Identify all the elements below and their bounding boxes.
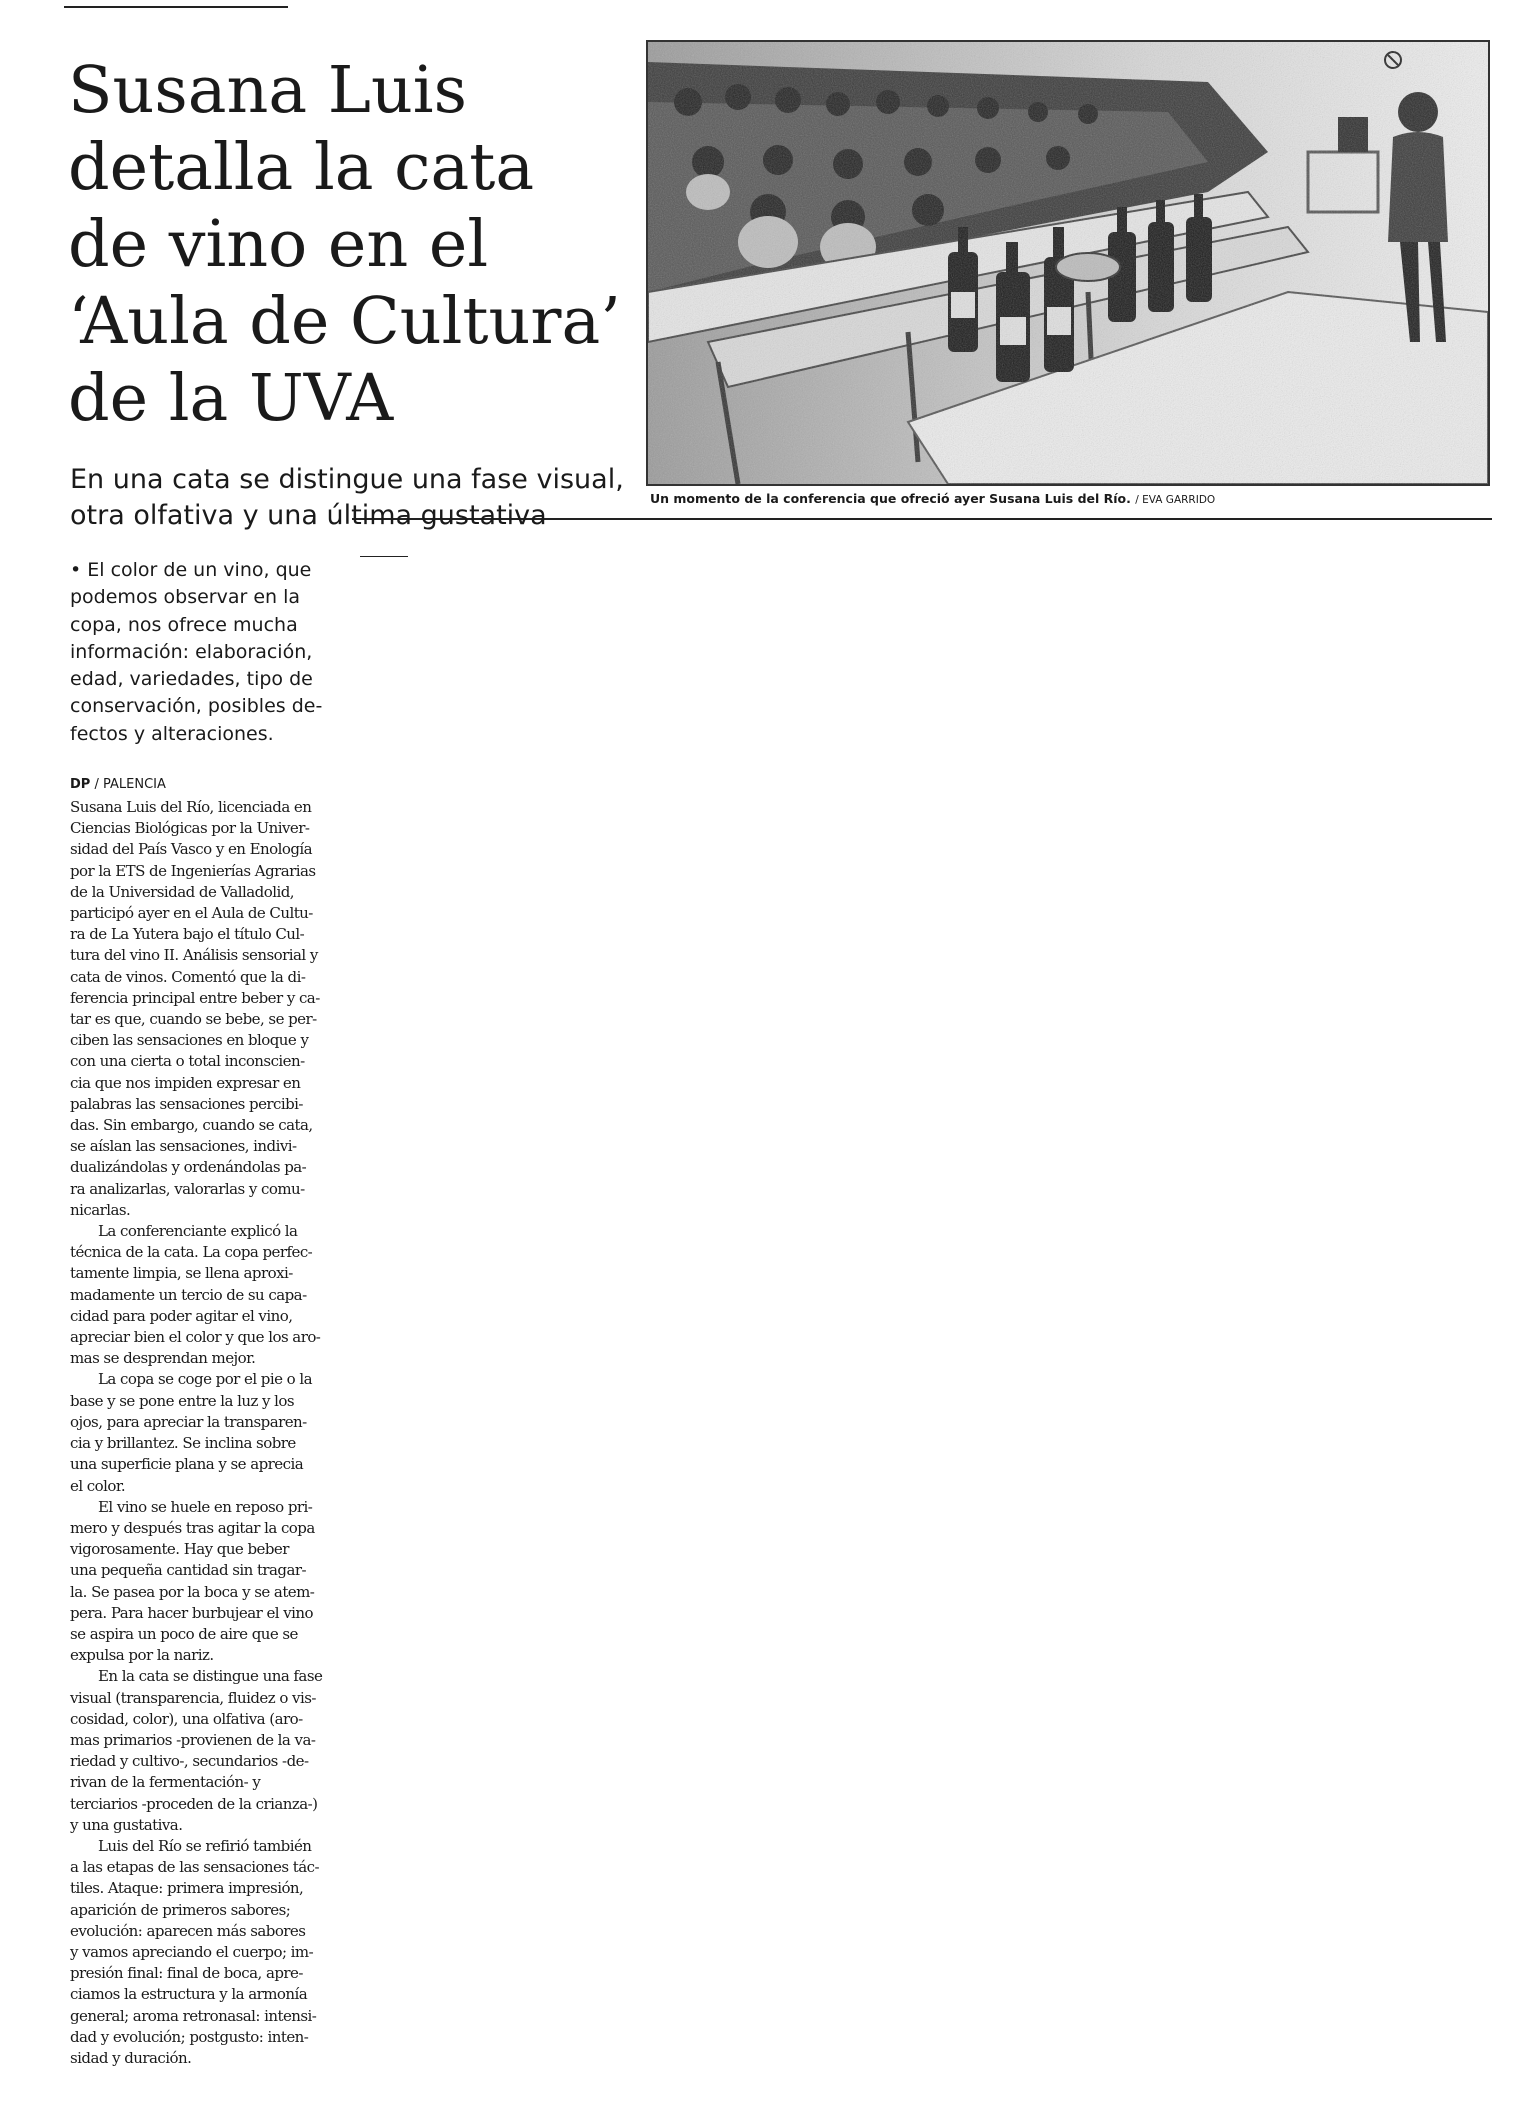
body-line: ciben las sensaciones en bloque y	[70, 1031, 309, 1050]
headline-line: de la UVA	[68, 361, 394, 436]
body-line: palabras las sensaciones percibi-	[70, 1094, 303, 1113]
body-line: tiles. Ataque: primera impresión,	[70, 1879, 304, 1898]
body-line: En la cata se distingue una fase	[98, 1667, 323, 1686]
headline-line: ‘Aula de Cultura’	[68, 284, 621, 359]
body-line: cosidad, color), una olfativa (aro-	[70, 1709, 303, 1728]
body-line: Luis del Río se refirió también	[98, 1836, 312, 1855]
headline-line: detalla la cata	[68, 130, 535, 205]
top-rule	[64, 6, 288, 8]
dateline-agency: DP	[70, 777, 91, 792]
body-line: ferencia principal entre beber y ca-	[70, 988, 320, 1007]
body-line: una pequeña cantidad sin tragar-	[70, 1561, 307, 1580]
body-line: a las etapas de las sensaciones tác-	[70, 1858, 319, 1877]
body-line: dualizándolas y ordenándolas pa-	[70, 1158, 307, 1177]
body-line: sidad del País Vasco y en Enología	[70, 840, 313, 859]
body-line: rivan de la fermentación- y	[70, 1773, 261, 1792]
body-line: terciarios -proceden de la crianza-)	[70, 1794, 318, 1813]
body-line: cata de vinos. Comentó que la di-	[70, 967, 306, 986]
body-line: ojos, para apreciar la transparen-	[70, 1412, 307, 1431]
body-line: nicarlas.	[70, 1200, 131, 1219]
highlight-line: • El color de un vino, que	[70, 559, 312, 581]
body-line: tamente limpia, se llena aproxi-	[70, 1264, 293, 1283]
body-line: mas se desprendan mejor.	[70, 1349, 256, 1368]
body-line: tar es que, cuando se bebe, se per-	[70, 1010, 317, 1029]
body-line: cia y brillantez. Se inclina sobre	[70, 1434, 296, 1453]
body-line: das. Sin embargo, cuando se cata,	[70, 1116, 313, 1135]
body-line: ciamos la estructura y la armonía	[70, 1985, 308, 2004]
highlight-line: copa, nos ofrece mucha	[70, 613, 298, 636]
headline	[68, 52, 628, 437]
body-line: con una cierta o total inconscien-	[70, 1052, 305, 1071]
body-line: cidad para poder agitar el vino,	[70, 1306, 293, 1325]
subheadline	[70, 462, 630, 534]
body-line: visual (transparencia, fluidez o vis-	[70, 1688, 316, 1707]
body-line: mas primarios -provienen de la va-	[70, 1730, 316, 1749]
conference-photo	[646, 40, 1490, 486]
body-line: La conferenciante explicó la	[98, 1222, 298, 1241]
body-line: ra analizarlas, valorarlas y comu-	[70, 1179, 305, 1198]
subheadline-line: otra olfativa y una última gustativa	[70, 500, 547, 531]
headline-line: de vino en el	[68, 207, 489, 282]
body-line: La copa se coge por el pie o la	[98, 1370, 312, 1389]
body-line: y vamos apreciando el cuerpo; im-	[70, 1942, 314, 1961]
body-line: madamente un tercio de su capa-	[70, 1285, 307, 1304]
headline-line: Susana Luis	[68, 53, 467, 128]
highlight-line: fectos y alteraciones.	[70, 722, 274, 745]
body-line: pera. Para hacer burbujear el vino	[70, 1603, 314, 1622]
body-line: evolución: aparecen más sabores	[70, 1921, 306, 1940]
body-line: de la Universidad de Valladolid,	[70, 882, 294, 901]
body-line: el color.	[70, 1476, 126, 1495]
body-line: riedad y cultivo-, secundarios -de-	[70, 1752, 309, 1771]
highlight-line: conservación, posibles de-	[70, 695, 323, 718]
dateline	[70, 777, 166, 792]
body-line: mero y después tras agitar la copa	[70, 1518, 315, 1537]
body-line: expulsa por la nariz.	[70, 1646, 214, 1665]
highlight-line: podemos observar en la	[70, 586, 301, 609]
photo-caption	[650, 491, 1490, 506]
article-body	[70, 797, 346, 2069]
photo-credit: / EVA GARRIDO	[1135, 494, 1216, 506]
body-line: se aíslan las sensaciones, indivi-	[70, 1137, 297, 1156]
body-line: por la ETS de Ingenierías Agrarias	[70, 861, 316, 880]
dateline-place: / PALENCIA	[94, 777, 166, 792]
body-line: y una gustativa.	[70, 1815, 183, 1834]
subheadline-line: En una cata se distingue una fase visual,	[70, 464, 624, 495]
body-line: vigorosamente. Hay que beber	[70, 1540, 289, 1559]
body-line: general; aroma retronasal: intensi-	[70, 2006, 317, 2025]
body-line: la. Se pasea por la boca y se atem-	[70, 1582, 315, 1601]
body-line: dad y evolución; postgusto: inten-	[70, 2027, 309, 2046]
body-line: El vino se huele en reposo pri-	[98, 1497, 313, 1516]
photo-illustration	[648, 42, 1488, 484]
body-line: una superficie plana y se aprecia	[70, 1455, 304, 1474]
caption-text: Un momento de la conferencia que ofreció ayer Susana Luis del Río.	[650, 491, 1131, 506]
highlight-box	[70, 557, 360, 748]
body-line: técnica de la cata. La copa perfec-	[70, 1243, 313, 1262]
body-line: aparición de primeros sabores;	[70, 1900, 291, 1919]
highlight-line: edad, variedades, tipo de	[70, 668, 313, 691]
body-line: presión final: final de boca, apre-	[70, 1964, 303, 1983]
body-line: Susana Luis del Río, licenciada en	[70, 798, 312, 816]
highlight-line: información: elaboración,	[70, 640, 313, 663]
body-line: apreciar bien el color y que los aro-	[70, 1328, 321, 1347]
body-line: se aspira un poco de aire que se	[70, 1624, 298, 1643]
body-line: ra de La Yutera bajo el título Cul-	[70, 925, 305, 944]
body-line: participó ayer en el Aula de Cultu-	[70, 904, 313, 923]
column-rule	[360, 556, 408, 557]
body-line: sidad y duración.	[70, 2048, 192, 2067]
body-line: cia que nos impiden expresar en	[70, 1073, 301, 1092]
body-line: Ciencias Biológicas por la Univer-	[70, 819, 310, 838]
body-line: tura del vino II. Análisis sensorial y	[70, 946, 318, 965]
body-line: base y se pone entre la luz y los	[70, 1391, 295, 1410]
